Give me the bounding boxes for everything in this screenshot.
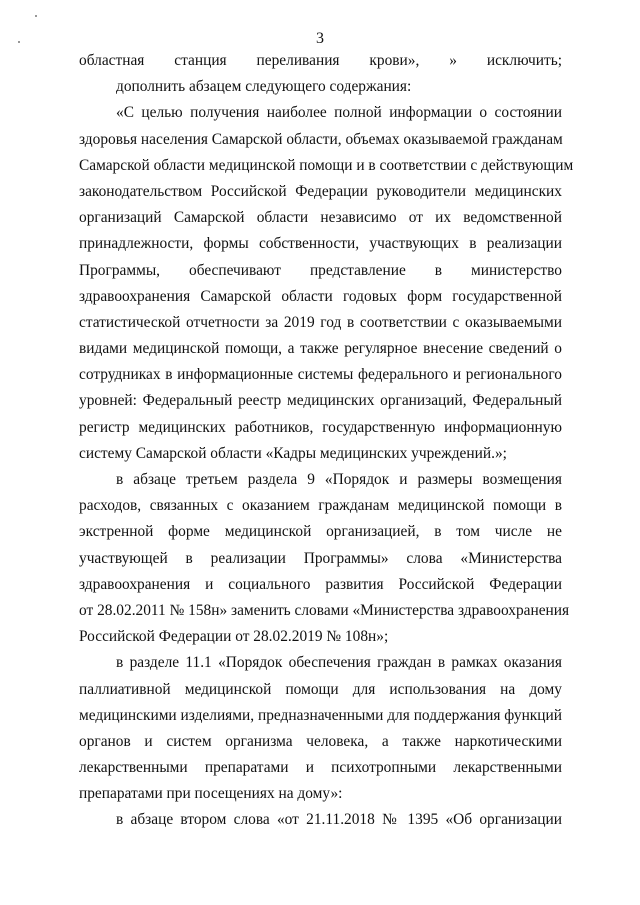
text-line: расходов, связанных с оказанием гражданам медицинской помощи в [79,497,562,515]
text-line: уровней: Федеральный реестр медицинских организаций, Федеральный [79,392,562,410]
text-line: здравоохранения и социального развития Российской Федерации [79,575,562,593]
text-line: Программы, обеспечивают представление в министерство [79,261,562,279]
text-line: «С целью получения наиболее полной информации о состоянии [116,104,562,122]
text-line: сотрудниках в информационные системы федерального и регионального [79,366,562,384]
text-line: органов и систем организма человека, а также наркотическими [79,732,562,750]
text-line: организаций Самарской области независимо от их ведомственной [79,209,562,227]
text-line: паллиативной медицинской помощи для использования на дому [79,680,562,698]
text-line: участвующей в реализации Программы» слова «Министерства [79,549,562,567]
text-line: законодательством Российской Федерации руководители медицинских [79,182,562,200]
text-line: областная станция переливания крови», » исключить; [79,52,562,69]
text-line: здоровья населения Самарской области, объемах оказываемой гражданам [79,130,563,148]
text-line: лекарственными препаратами и психотропными лекарственными [79,759,562,777]
text-line: видами медицинской помощи, а также регулярное внесение сведений о [79,340,562,358]
text-line: регистр медицинских работников, государственную информационную [79,418,562,436]
text-line: Российской Федерации от 28.02.2019 № 108н»; [79,628,389,646]
text-line: дополнить абзацем следующего содержания: [116,78,412,96]
text-line: статистической отчетности за 2019 год в соответствии с оказываемыми [79,313,562,331]
text-line: принадлежности, формы собственности, участвующих в реализации [79,235,562,253]
text-line: систему Самарской области «Кадры медицинских учреждений.»; [79,444,507,462]
text-line: от 28.02.2011 № 158н» заменить словами «Министерства здравоохранения [79,601,570,619]
text-line: медицинскими изделиями, предназначенными для поддержания функций [79,706,562,724]
scan-speck [18,41,20,43]
text-line: Самарской области медицинской помощи и в соответствии с действующим [79,156,574,174]
text-line: в абзаце третьем раздела 9 «Порядок и размеры возмещения [116,471,562,488]
page-number: 3 [316,30,324,47]
scan-speck [35,15,37,17]
text-line: препаратами при посещениях на дому»: [79,785,343,803]
text-line: в абзаце втором слова «от 21.11.2018 № 1395 «Об организации [116,811,562,829]
text-line: в разделе 11.1 «Порядок обеспечения граждан в рамках оказания [116,654,562,672]
text-line: здравоохранения Самарской области годовых форм государственной [79,287,562,305]
document-body [79,48,574,834]
text-line: экстренной форме медицинской организацией, в том числе не [79,523,562,541]
